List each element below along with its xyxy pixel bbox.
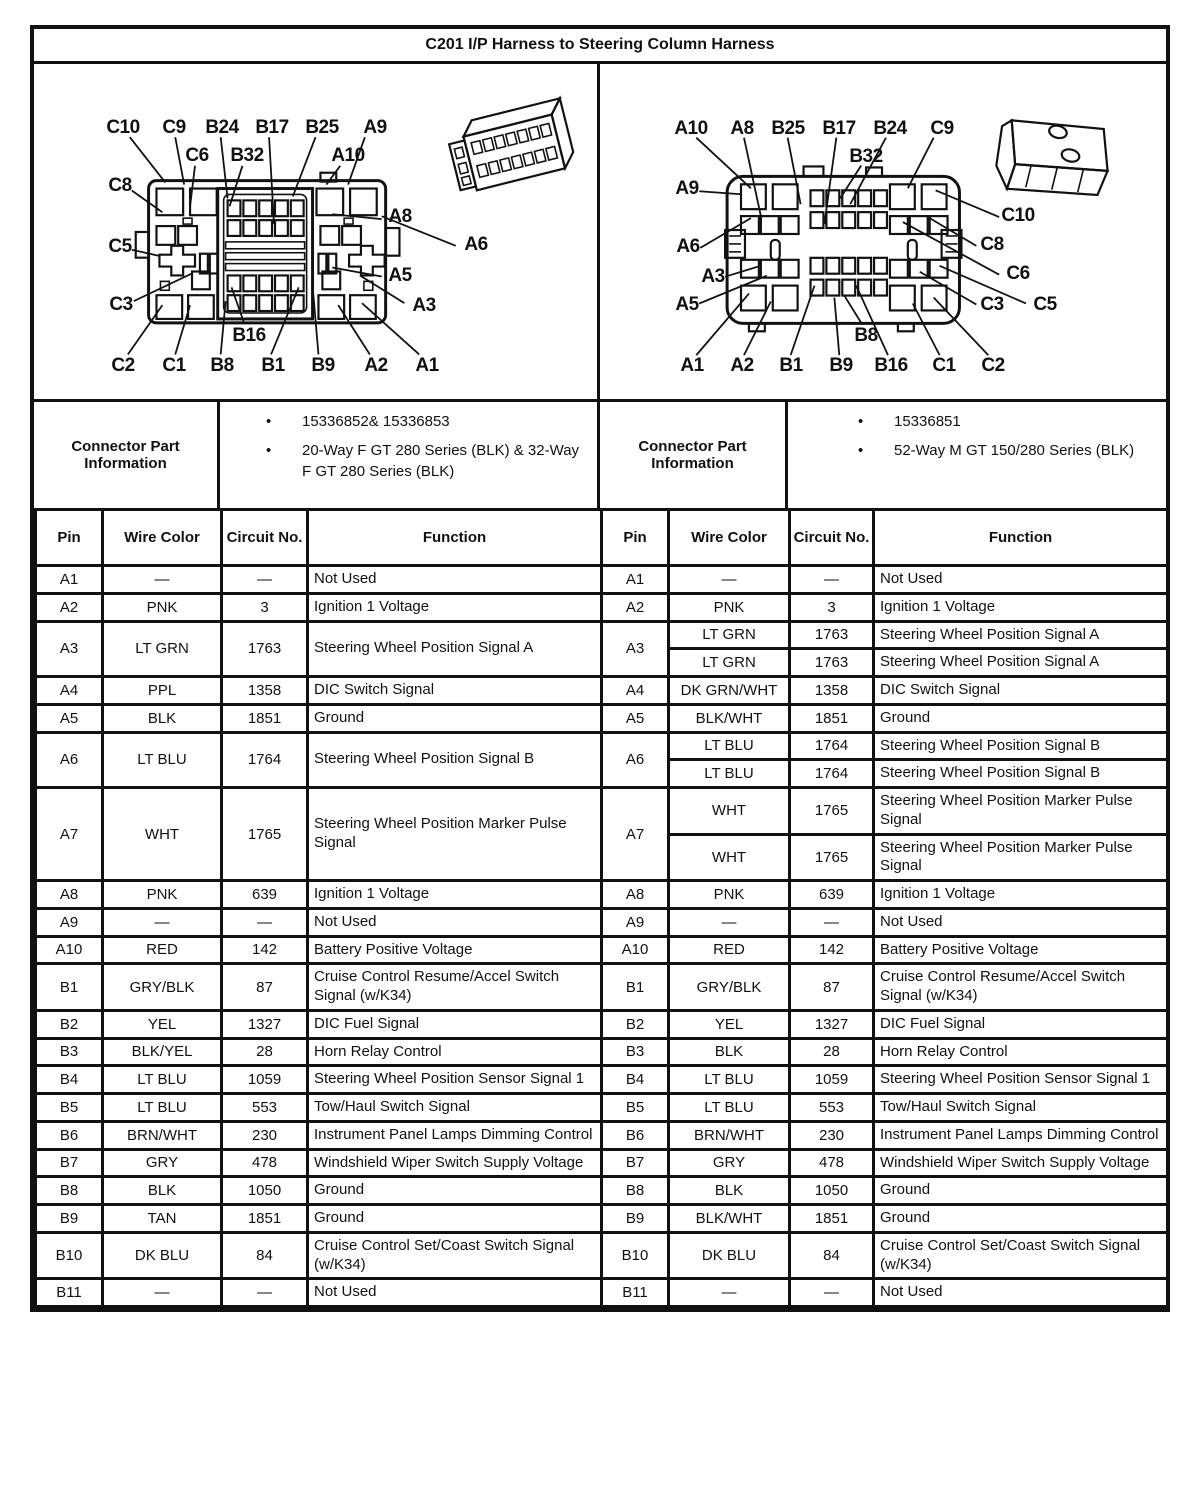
function-cell: Steering Wheel Position Signal B — [308, 732, 602, 788]
column-header-wire-color: Wire Color — [669, 510, 790, 566]
circuit-cell: — — [222, 566, 308, 594]
pin-label: A3 — [701, 266, 725, 287]
pin-cell: B10 — [36, 1232, 103, 1279]
pin-cell: A2 — [36, 593, 103, 621]
circuit-cell: 1851 — [222, 704, 308, 732]
pin-label: B25 — [305, 117, 339, 138]
table-header-row — [36, 510, 1168, 566]
pin-cell: A1 — [602, 566, 669, 594]
pin-label: A2 — [364, 355, 388, 376]
pin-cell: B8 — [602, 1177, 669, 1205]
wire-color-cell: YEL — [669, 1010, 790, 1038]
wire-color-cell: LT BLU — [669, 1094, 790, 1122]
function-cell: DIC Switch Signal — [874, 677, 1168, 705]
connector-diagram-right — [600, 64, 1166, 399]
pin-label: B24 — [873, 118, 907, 139]
wire-color-cell: LT BLU — [103, 1066, 222, 1094]
pin-label: C10 — [1001, 205, 1035, 226]
function-cell: Ignition 1 Voltage — [308, 881, 602, 909]
circuit-cell: 1050 — [222, 1177, 308, 1205]
pin-label: B9 — [311, 355, 335, 376]
wire-color-cell: YEL — [103, 1010, 222, 1038]
function-cell: Windshield Wiper Switch Supply Voltage — [874, 1149, 1168, 1177]
column-header-function: Function — [874, 510, 1168, 566]
part-number: 15336851 — [894, 413, 961, 430]
function-cell: Steering Wheel Position Sensor Signal 1 — [308, 1066, 602, 1094]
table-row — [36, 1232, 1168, 1279]
pin-cell: A6 — [36, 732, 103, 788]
connector-info-bullets-left — [220, 402, 600, 508]
pin-cell: B2 — [36, 1010, 103, 1038]
function-cell: DIC Switch Signal — [308, 677, 602, 705]
connector-body-right — [725, 166, 961, 331]
function-cell: Ignition 1 Voltage — [874, 881, 1168, 909]
pin-cell: B11 — [36, 1279, 103, 1307]
pin-cell: B5 — [602, 1094, 669, 1122]
table-row — [36, 936, 1168, 964]
list-item — [858, 441, 1158, 461]
wire-color-cell: BRN/WHT — [103, 1121, 222, 1149]
circuit-cell: 1358 — [222, 677, 308, 705]
function-cell: Not Used — [874, 566, 1168, 594]
circuit-cell: 1763 — [790, 621, 874, 649]
function-cell: Tow/Haul Switch Signal — [874, 1094, 1168, 1122]
circuit-cell: 87 — [222, 964, 308, 1011]
pin-cell: B7 — [36, 1149, 103, 1177]
pin-cell: A6 — [602, 732, 669, 788]
pin-label: B17 — [255, 117, 289, 138]
pin-cell: B3 — [36, 1038, 103, 1066]
wire-color-cell: — — [669, 566, 790, 594]
circuit-cell: 1765 — [222, 788, 308, 881]
pin-label: A9 — [363, 117, 387, 138]
function-cell: Not Used — [874, 1279, 1168, 1307]
table-row — [36, 1066, 1168, 1094]
function-cell: Steering Wheel Position Signal A — [874, 621, 1168, 649]
pin-label: B24 — [205, 117, 239, 138]
table-row — [36, 908, 1168, 936]
wire-color-cell: LT GRN — [669, 621, 790, 649]
wire-color-cell: LT GRN — [669, 649, 790, 677]
wire-color-cell: — — [103, 566, 222, 594]
circuit-cell: 1765 — [790, 788, 874, 835]
function-cell: Ground — [308, 1177, 602, 1205]
pin-cell: B4 — [36, 1066, 103, 1094]
pin-table — [34, 508, 1169, 1308]
pin-cell: A7 — [36, 788, 103, 881]
circuit-cell: 1851 — [790, 1205, 874, 1233]
table-row — [36, 1038, 1168, 1066]
wire-color-cell: BLK — [103, 704, 222, 732]
wire-color-cell: PNK — [103, 881, 222, 909]
function-cell: Ground — [308, 1205, 602, 1233]
table-row — [36, 1149, 1168, 1177]
table-row — [36, 1010, 1168, 1038]
wire-color-cell: GRY/BLK — [103, 964, 222, 1011]
circuit-cell: — — [222, 1279, 308, 1307]
connector-info-label-right: Connector Part Information — [600, 402, 788, 508]
circuit-cell: 1851 — [790, 704, 874, 732]
connector-3d-view-left — [445, 98, 577, 194]
function-cell: Ground — [874, 1205, 1168, 1233]
wire-color-cell: LT GRN — [103, 621, 222, 677]
table-row — [36, 732, 1168, 760]
wire-color-cell: LT BLU — [103, 1094, 222, 1122]
wiring-diagram-sheet — [30, 25, 1170, 1312]
circuit-cell: 1764 — [790, 732, 874, 760]
wire-color-cell: — — [669, 908, 790, 936]
pin-label: C9 — [930, 118, 954, 139]
table-row — [36, 1177, 1168, 1205]
wire-color-cell: PNK — [669, 881, 790, 909]
function-cell: Not Used — [874, 908, 1168, 936]
circuit-cell: — — [790, 1279, 874, 1307]
pin-label: B1 — [261, 355, 285, 376]
circuit-cell: 1764 — [790, 760, 874, 788]
pin-label: C3 — [109, 294, 133, 315]
circuit-cell: 1327 — [790, 1010, 874, 1038]
wire-color-cell: LT BLU — [669, 760, 790, 788]
table-row — [36, 881, 1168, 909]
circuit-cell: 478 — [222, 1149, 308, 1177]
pin-label: C6 — [1006, 263, 1030, 284]
pin-label: A5 — [388, 265, 412, 286]
connector-body-left — [136, 173, 400, 323]
column-header-pin: Pin — [602, 510, 669, 566]
pin-cell: B5 — [36, 1094, 103, 1122]
circuit-cell: 1050 — [790, 1177, 874, 1205]
wire-color-cell: BLK/WHT — [669, 1205, 790, 1233]
pin-label: B16 — [232, 325, 266, 346]
pin-cell: B9 — [36, 1205, 103, 1233]
circuit-cell: 1059 — [790, 1066, 874, 1094]
pin-cell: B7 — [602, 1149, 669, 1177]
wire-color-cell: WHT — [669, 834, 790, 881]
function-cell: DIC Fuel Signal — [874, 1010, 1168, 1038]
pin-label: B8 — [210, 355, 234, 376]
pin-cell: A5 — [36, 704, 103, 732]
table-row — [36, 964, 1168, 1011]
wire-color-cell: DK BLU — [103, 1232, 222, 1279]
wire-color-cell: LT BLU — [669, 732, 790, 760]
pin-cell: B6 — [602, 1121, 669, 1149]
circuit-cell: 639 — [790, 881, 874, 909]
connector-part-info-row — [34, 399, 1166, 508]
pin-label: A10 — [674, 118, 708, 139]
function-cell: Cruise Control Resume/Accel Switch Signal (w/K34) — [874, 964, 1168, 1011]
pin-label: C6 — [185, 145, 209, 166]
pin-label: C5 — [1033, 294, 1057, 315]
circuit-cell: 1327 — [222, 1010, 308, 1038]
column-header-wire-color: Wire Color — [103, 510, 222, 566]
wire-color-cell: — — [669, 1279, 790, 1307]
pin-cell: A2 — [602, 593, 669, 621]
pin-cell: A3 — [602, 621, 669, 677]
function-cell: Ignition 1 Voltage — [874, 593, 1168, 621]
pin-label: C1 — [932, 355, 956, 376]
pin-label: C3 — [980, 294, 1004, 315]
wire-color-cell: DK GRN/WHT — [669, 677, 790, 705]
wire-color-cell: PNK — [669, 593, 790, 621]
circuit-cell: 28 — [222, 1038, 308, 1066]
pin-cell: B9 — [602, 1205, 669, 1233]
pin-label: B1 — [779, 355, 803, 376]
table-row — [36, 1121, 1168, 1149]
pin-cell: A4 — [602, 677, 669, 705]
function-cell: Ground — [308, 704, 602, 732]
pin-cell: B1 — [602, 964, 669, 1011]
table-row — [36, 704, 1168, 732]
pin-cell: A8 — [36, 881, 103, 909]
circuit-cell: 87 — [790, 964, 874, 1011]
wire-color-cell: BRN/WHT — [669, 1121, 790, 1149]
circuit-cell: 142 — [222, 936, 308, 964]
function-cell: Not Used — [308, 908, 602, 936]
pin-label: C8 — [980, 234, 1004, 255]
circuit-cell: 1851 — [222, 1205, 308, 1233]
function-cell: Not Used — [308, 1279, 602, 1307]
connector-diagrams — [34, 64, 1166, 399]
pin-cell: A3 — [36, 621, 103, 677]
wire-color-cell: LT BLU — [103, 732, 222, 788]
page-title: C201 I/P Harness to Steering Column Harness — [34, 29, 1166, 64]
wire-color-cell: GRY/BLK — [669, 964, 790, 1011]
wire-color-cell: PPL — [103, 677, 222, 705]
connector-face-drawing-left — [34, 64, 597, 399]
circuit-cell: — — [222, 908, 308, 936]
function-cell: Ground — [874, 704, 1168, 732]
part-number: 15336852& 15336853 — [302, 413, 450, 430]
pin-cell: A8 — [602, 881, 669, 909]
circuit-cell: 1358 — [790, 677, 874, 705]
pin-label: B25 — [771, 118, 805, 139]
circuit-cell: 28 — [790, 1038, 874, 1066]
pin-cell: A10 — [36, 936, 103, 964]
pin-label: C1 — [162, 355, 186, 376]
pin-cell: A1 — [36, 566, 103, 594]
bullet-icon: • — [858, 442, 864, 460]
table-row — [36, 621, 1168, 649]
function-cell: Horn Relay Control — [308, 1038, 602, 1066]
function-cell: Steering Wheel Position Marker Pulse Signal — [874, 834, 1168, 881]
wire-color-cell: LT BLU — [669, 1066, 790, 1094]
pin-label: C2 — [111, 355, 135, 376]
pin-cell: A4 — [36, 677, 103, 705]
wire-color-cell: BLK/YEL — [103, 1038, 222, 1066]
wire-color-cell: WHT — [669, 788, 790, 835]
table-row — [36, 677, 1168, 705]
circuit-cell: 1764 — [222, 732, 308, 788]
table-row — [36, 566, 1168, 594]
pin-cell: B2 — [602, 1010, 669, 1038]
pin-cell: A10 — [602, 936, 669, 964]
pin-label: A5 — [675, 294, 699, 315]
function-cell: Battery Positive Voltage — [308, 936, 602, 964]
bullet-icon: • — [266, 413, 272, 430]
wire-color-cell: BLK — [669, 1177, 790, 1205]
connector-3d-view-right — [988, 105, 1118, 211]
function-cell: Windshield Wiper Switch Supply Voltage — [308, 1149, 602, 1177]
wire-color-cell: GRY — [103, 1149, 222, 1177]
pin-label: B32 — [849, 146, 883, 167]
function-cell: Instrument Panel Lamps Dimming Control — [874, 1121, 1168, 1149]
bullet-icon: • — [266, 442, 272, 460]
part-description: 20-Way F GT 280 Series (BLK) & 32-Way F GT 280 Series (BLK) — [302, 442, 580, 480]
pin-label: B16 — [874, 355, 908, 376]
pin-label: B17 — [822, 118, 856, 139]
circuit-cell: 553 — [790, 1094, 874, 1122]
list-item — [266, 412, 589, 432]
table-row — [36, 1094, 1168, 1122]
pin-label: A6 — [676, 236, 700, 257]
function-cell: Cruise Control Set/Coast Switch Signal (w/K34) — [874, 1232, 1168, 1279]
pin-label: B8 — [854, 325, 878, 346]
circuit-cell: 1763 — [222, 621, 308, 677]
pin-label: A9 — [675, 178, 699, 199]
circuit-cell: — — [790, 566, 874, 594]
function-cell: Steering Wheel Position Marker Pulse Signal — [308, 788, 602, 881]
column-header-circuit-no: Circuit No. — [790, 510, 874, 566]
function-cell: Steering Wheel Position Signal A — [308, 621, 602, 677]
pin-label: C8 — [108, 175, 132, 196]
function-cell: Ground — [874, 1177, 1168, 1205]
function-cell: Battery Positive Voltage — [874, 936, 1168, 964]
connector-diagram-left — [34, 64, 600, 399]
function-cell: Steering Wheel Position Signal A — [874, 649, 1168, 677]
function-cell: Steering Wheel Position Marker Pulse Signal — [874, 788, 1168, 835]
pin-label: A3 — [412, 295, 436, 316]
circuit-cell: 1765 — [790, 834, 874, 881]
function-cell: Ignition 1 Voltage — [308, 593, 602, 621]
part-description: 52-Way M GT 150/280 Series (BLK) — [894, 442, 1135, 460]
pin-cell: B11 — [602, 1279, 669, 1307]
circuit-cell: 230 — [790, 1121, 874, 1149]
wire-color-cell: WHT — [103, 788, 222, 881]
function-cell: Horn Relay Control — [874, 1038, 1168, 1066]
circuit-cell: 84 — [222, 1232, 308, 1279]
pin-label: B9 — [829, 355, 853, 376]
function-cell: Cruise Control Set/Coast Switch Signal (w/K34) — [308, 1232, 602, 1279]
circuit-cell: 84 — [790, 1232, 874, 1279]
pin-label: C9 — [162, 117, 186, 138]
connector-info-label-left: Connector Part Information — [34, 402, 220, 508]
function-cell: Steering Wheel Position Sensor Signal 1 — [874, 1066, 1168, 1094]
pin-table-body — [36, 566, 1168, 1307]
circuit-cell: 1763 — [790, 649, 874, 677]
pin-label: A8 — [388, 206, 412, 227]
pin-label: A8 — [730, 118, 754, 139]
function-cell: Steering Wheel Position Signal B — [874, 732, 1168, 760]
table-row — [36, 1205, 1168, 1233]
list-item — [266, 441, 589, 482]
circuit-cell: 553 — [222, 1094, 308, 1122]
pin-cell: B8 — [36, 1177, 103, 1205]
column-header-circuit-no: Circuit No. — [222, 510, 308, 566]
wire-color-cell: PNK — [103, 593, 222, 621]
wire-color-cell: DK BLU — [669, 1232, 790, 1279]
function-cell: Tow/Haul Switch Signal — [308, 1094, 602, 1122]
circuit-cell: 1059 — [222, 1066, 308, 1094]
table-row — [36, 593, 1168, 621]
table-row — [36, 1279, 1168, 1307]
pin-cell: A9 — [602, 908, 669, 936]
table-row — [36, 788, 1168, 835]
list-item — [858, 412, 1158, 432]
wire-color-cell: RED — [669, 936, 790, 964]
connector-face-drawing-right — [600, 64, 1166, 399]
circuit-cell: 478 — [790, 1149, 874, 1177]
pin-label: A6 — [464, 234, 488, 255]
function-cell: Not Used — [308, 566, 602, 594]
function-cell: Instrument Panel Lamps Dimming Control — [308, 1121, 602, 1149]
wire-color-cell: BLK — [103, 1177, 222, 1205]
pin-label: A2 — [730, 355, 754, 376]
column-header-pin: Pin — [36, 510, 103, 566]
function-cell: Steering Wheel Position Signal B — [874, 760, 1168, 788]
wire-color-cell: — — [103, 1279, 222, 1307]
function-cell: Cruise Control Resume/Accel Switch Signal (w/K34) — [308, 964, 602, 1011]
pin-label: A1 — [680, 355, 704, 376]
circuit-cell: 3 — [790, 593, 874, 621]
column-header-function: Function — [308, 510, 602, 566]
pin-label: A10 — [331, 145, 365, 166]
wire-color-cell: BLK — [669, 1038, 790, 1066]
wire-color-cell: TAN — [103, 1205, 222, 1233]
pin-cell: A9 — [36, 908, 103, 936]
bullet-icon: • — [858, 413, 864, 430]
pin-label: C5 — [108, 236, 132, 257]
pin-label: C2 — [981, 355, 1005, 376]
circuit-cell: 142 — [790, 936, 874, 964]
pin-cell: A7 — [602, 788, 669, 881]
circuit-cell: — — [790, 908, 874, 936]
pin-cell: B4 — [602, 1066, 669, 1094]
pin-cell: B3 — [602, 1038, 669, 1066]
circuit-cell: 230 — [222, 1121, 308, 1149]
wire-color-cell: RED — [103, 936, 222, 964]
pin-cell: B6 — [36, 1121, 103, 1149]
pin-label: A1 — [415, 355, 439, 376]
pin-cell: B1 — [36, 964, 103, 1011]
connector-info-bullets-right — [788, 402, 1166, 508]
pin-label: B32 — [230, 145, 264, 166]
pin-label: C10 — [106, 117, 140, 138]
circuit-cell: 639 — [222, 881, 308, 909]
pin-cell: B10 — [602, 1232, 669, 1279]
wire-color-cell: GRY — [669, 1149, 790, 1177]
wire-color-cell: BLK/WHT — [669, 704, 790, 732]
wire-color-cell: — — [103, 908, 222, 936]
function-cell: DIC Fuel Signal — [308, 1010, 602, 1038]
circuit-cell: 3 — [222, 593, 308, 621]
pin-cell: A5 — [602, 704, 669, 732]
